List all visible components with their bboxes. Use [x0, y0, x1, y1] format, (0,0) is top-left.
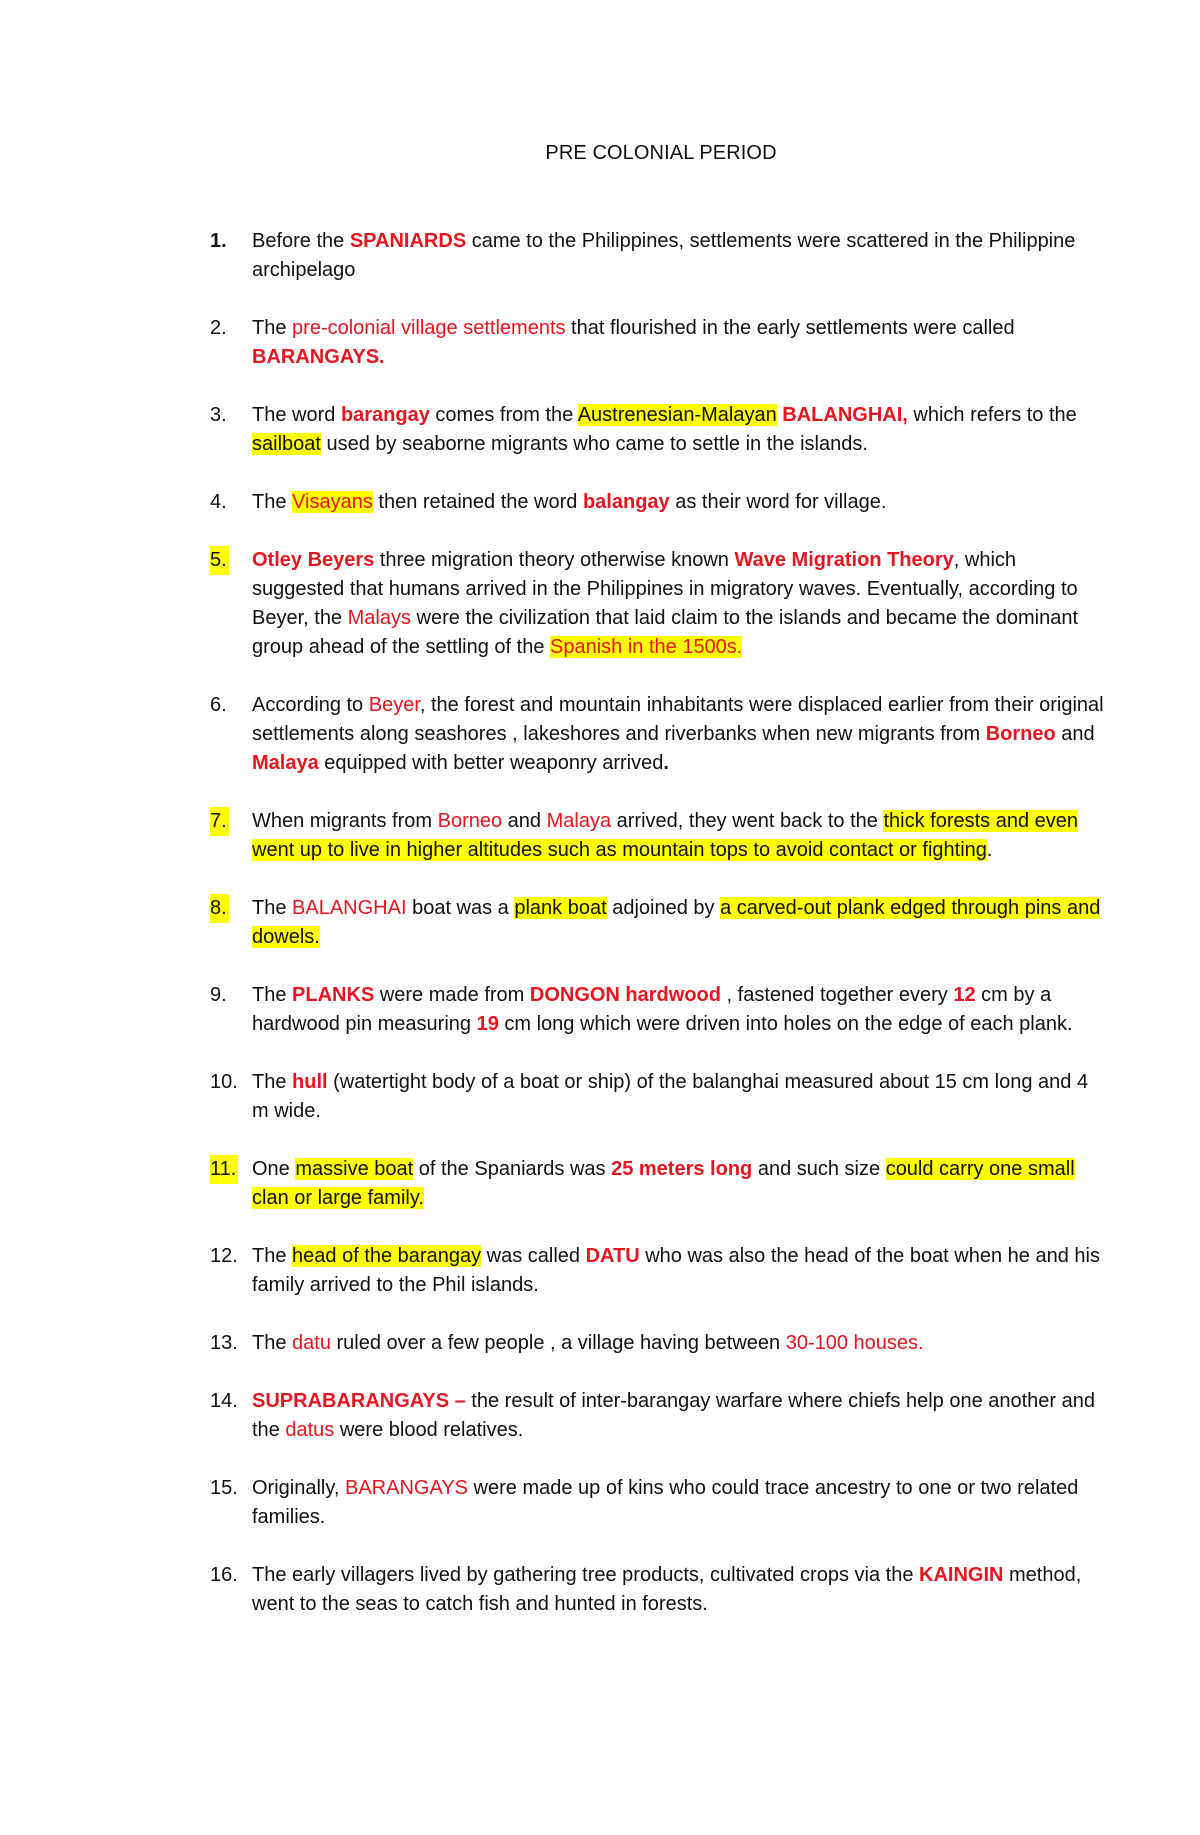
list-item-number: 1.	[210, 230, 227, 252]
text-run: .	[663, 752, 669, 774]
list-item	[210, 1068, 1110, 1126]
text-run: cm long which were driven into holes on the edge of each plank.	[498, 1013, 1073, 1035]
document-title: PRE COLONIAL PERIOD	[545, 142, 777, 164]
text-run: were blood relatives.	[334, 1419, 524, 1441]
text-run: could carry one small clan or large family.	[252, 1158, 1075, 1209]
list-item	[210, 1387, 1110, 1445]
text-run: .	[986, 839, 993, 861]
text-run: DONGON hardwood	[529, 984, 721, 1006]
text-run: 19	[476, 1013, 499, 1035]
text-run: SPANIARDS	[349, 230, 467, 252]
text-run: The	[252, 897, 293, 919]
text-run: which refers to the	[907, 404, 1077, 426]
list-item	[210, 807, 1110, 865]
text-run: Beyer	[368, 694, 420, 716]
text-run: who was also the head of the boat when he and his family arrived to the Phil islands.	[252, 1245, 1100, 1296]
list-item-text	[252, 897, 1100, 948]
text-run: adjoined by	[606, 897, 721, 919]
list-item-text	[252, 491, 886, 513]
text-run: cm by a hardwood pin measuring	[252, 984, 1052, 1035]
text-run: ruled over a few people , a village having between	[330, 1332, 786, 1354]
list-item-number: 12.	[210, 1245, 238, 1267]
text-run: The	[252, 1332, 293, 1354]
text-run: a carved-out plank edged through pins and dowels.	[252, 897, 1101, 948]
list-item-number: 4.	[210, 491, 227, 513]
list-item-text	[252, 317, 1015, 368]
text-run: BARANGAYS	[345, 1477, 468, 1499]
text-run: head of the barangay	[292, 1245, 482, 1267]
list-item	[210, 314, 1110, 372]
list-item-text	[252, 404, 1077, 455]
list-item-text	[252, 549, 1078, 658]
text-run: as their word for village.	[669, 491, 887, 513]
text-run: pre-colonial village settlements	[292, 317, 566, 339]
text-run: Malaya	[546, 810, 612, 832]
text-run: Originally,	[252, 1477, 345, 1499]
text-run: , the forest and mountain inhabitants were displaced earlier from their original settlements along seashores , lakeshores and riverbanks when new migrants from	[252, 694, 1104, 745]
text-run: Spanish in the 1500s.	[550, 636, 743, 658]
text-run: sailboat	[252, 433, 321, 455]
text-run: , fastened together every	[720, 984, 954, 1006]
text-run: 12	[953, 984, 976, 1006]
text-run: The	[252, 1245, 293, 1267]
text-run: KAINGIN	[919, 1564, 1004, 1586]
text-run: The	[252, 491, 293, 513]
text-run: balangay	[582, 491, 670, 513]
text-run: plank boat	[514, 897, 607, 919]
list-item-number: 16.	[210, 1564, 238, 1586]
text-run: The	[252, 317, 293, 339]
text-run: and	[502, 810, 547, 832]
text-run: comes from the	[429, 404, 578, 426]
list-item	[210, 227, 1110, 285]
text-run: Malaya	[252, 752, 319, 774]
list-item	[210, 1329, 1110, 1358]
list-item	[210, 1561, 1110, 1619]
text-run: method, went to the seas to catch fish and hunted in forests.	[252, 1564, 1082, 1615]
list-item-text	[252, 694, 1104, 774]
text-run: datus	[285, 1419, 335, 1441]
list-item-text	[252, 984, 1073, 1035]
text-run: were the civilization that laid claim to the islands and became the dominant group ahead of the settling of the	[252, 607, 1079, 658]
text-run: were made from	[374, 984, 530, 1006]
list-item	[210, 1155, 1110, 1213]
list-item	[210, 981, 1110, 1039]
text-run: SUPRABARANGAYS –	[252, 1390, 466, 1412]
list-item-number: 13.	[210, 1332, 238, 1354]
text-run: Before the	[252, 230, 350, 252]
text-run: Austrenesian-Malayan	[577, 404, 777, 426]
text-run: Wave Migration Theory	[734, 549, 954, 571]
list-item-text	[252, 1071, 1088, 1122]
text-run: Visayans	[292, 491, 373, 513]
list-item-number: 11.	[210, 1155, 238, 1184]
list-item	[210, 1242, 1110, 1300]
text-run: DATU	[585, 1245, 640, 1267]
text-run: When migrants from	[252, 810, 438, 832]
text-run: The early villagers lived by gathering tree products, cultivated crops via the	[252, 1564, 920, 1586]
text-run: thick forests and even went up to live in higher altitudes such as mountain tops to avoid contact or fighting	[252, 810, 1079, 861]
text-run: Borneo	[985, 723, 1056, 745]
text-run: (watertight body of a boat or ship) of the balanghai measured about 15 cm long and 4 m wide.	[252, 1071, 1089, 1122]
list-item-number: 14.	[210, 1390, 238, 1412]
text-run: and	[1055, 723, 1095, 745]
text-run: arrived, they went back to the	[611, 810, 884, 832]
text-run: three migration theory otherwise known	[374, 549, 735, 571]
text-run: BARANGAYS.	[252, 346, 385, 368]
list-item-number: 2.	[210, 317, 227, 339]
text-run: boat was a	[406, 897, 515, 919]
text-run: the result of inter-barangay warfare where chiefs help one another and the	[252, 1390, 1096, 1441]
numbered-list	[210, 227, 1110, 1648]
text-run: came to the Philippines, settlements were scattered in the Philippine archipelago	[252, 230, 1076, 281]
text-run: massive boat	[295, 1158, 414, 1180]
text-run: Borneo	[437, 810, 503, 832]
text-run: Malays	[347, 607, 411, 629]
text-run: Otley Beyers	[252, 549, 375, 571]
text-run: The	[252, 1071, 293, 1093]
text-run: used by seaborne migrants who came to settle in the islands.	[320, 433, 868, 455]
list-item-text	[252, 1390, 1095, 1441]
text-run: equipped with better weaponry arrived	[318, 752, 664, 774]
text-run: that flourished in the early settlements were called	[565, 317, 1015, 339]
list-item-text	[252, 810, 1078, 861]
text-run: of the Spaniards was	[413, 1158, 612, 1180]
text-run: The	[252, 984, 293, 1006]
text-run: and such size	[752, 1158, 886, 1180]
text-run: barangay	[340, 404, 430, 426]
list-item-number: 3.	[210, 404, 227, 426]
text-run: was called	[481, 1245, 586, 1267]
list-item-number: 8.	[210, 894, 229, 923]
list-item	[210, 401, 1110, 459]
list-item	[210, 691, 1110, 778]
list-item-text	[252, 1332, 924, 1354]
text-run: hull	[292, 1071, 328, 1093]
list-item	[210, 1474, 1110, 1532]
list-item-text	[252, 230, 1075, 281]
text-run: were made up of kins who could trace ancestry to one or two related families.	[252, 1477, 1079, 1528]
text-run: One	[252, 1158, 296, 1180]
list-item-number: 10.	[210, 1071, 238, 1093]
text-run: PLANKS	[292, 984, 375, 1006]
list-item-number: 5.	[210, 546, 229, 575]
text-run: then retained the word	[372, 491, 583, 513]
list-item-text	[252, 1477, 1078, 1528]
text-run: 25 meters long	[611, 1158, 753, 1180]
text-run: According to	[252, 694, 369, 716]
text-run: 30-100 houses.	[785, 1332, 924, 1354]
list-item	[210, 546, 1110, 662]
text-run: , which suggested that humans arrived in the Philippines in migratory waves. Eventually, according to Beyer, the	[252, 549, 1078, 629]
list-item	[210, 488, 1110, 517]
text-run: datu	[292, 1332, 331, 1354]
list-item-number: 9.	[210, 984, 227, 1006]
list-item-number: 7.	[210, 807, 229, 836]
text-run: BALANGHAI,	[782, 404, 908, 426]
text-run: The word	[252, 404, 341, 426]
list-item-text	[252, 1158, 1075, 1209]
list-item-text	[252, 1245, 1100, 1296]
list-item-number: 6.	[210, 694, 227, 716]
list-item	[210, 894, 1110, 952]
list-item-number: 15.	[210, 1477, 238, 1499]
list-item-text	[252, 1564, 1081, 1615]
text-run: BALANGHAI	[292, 897, 407, 919]
